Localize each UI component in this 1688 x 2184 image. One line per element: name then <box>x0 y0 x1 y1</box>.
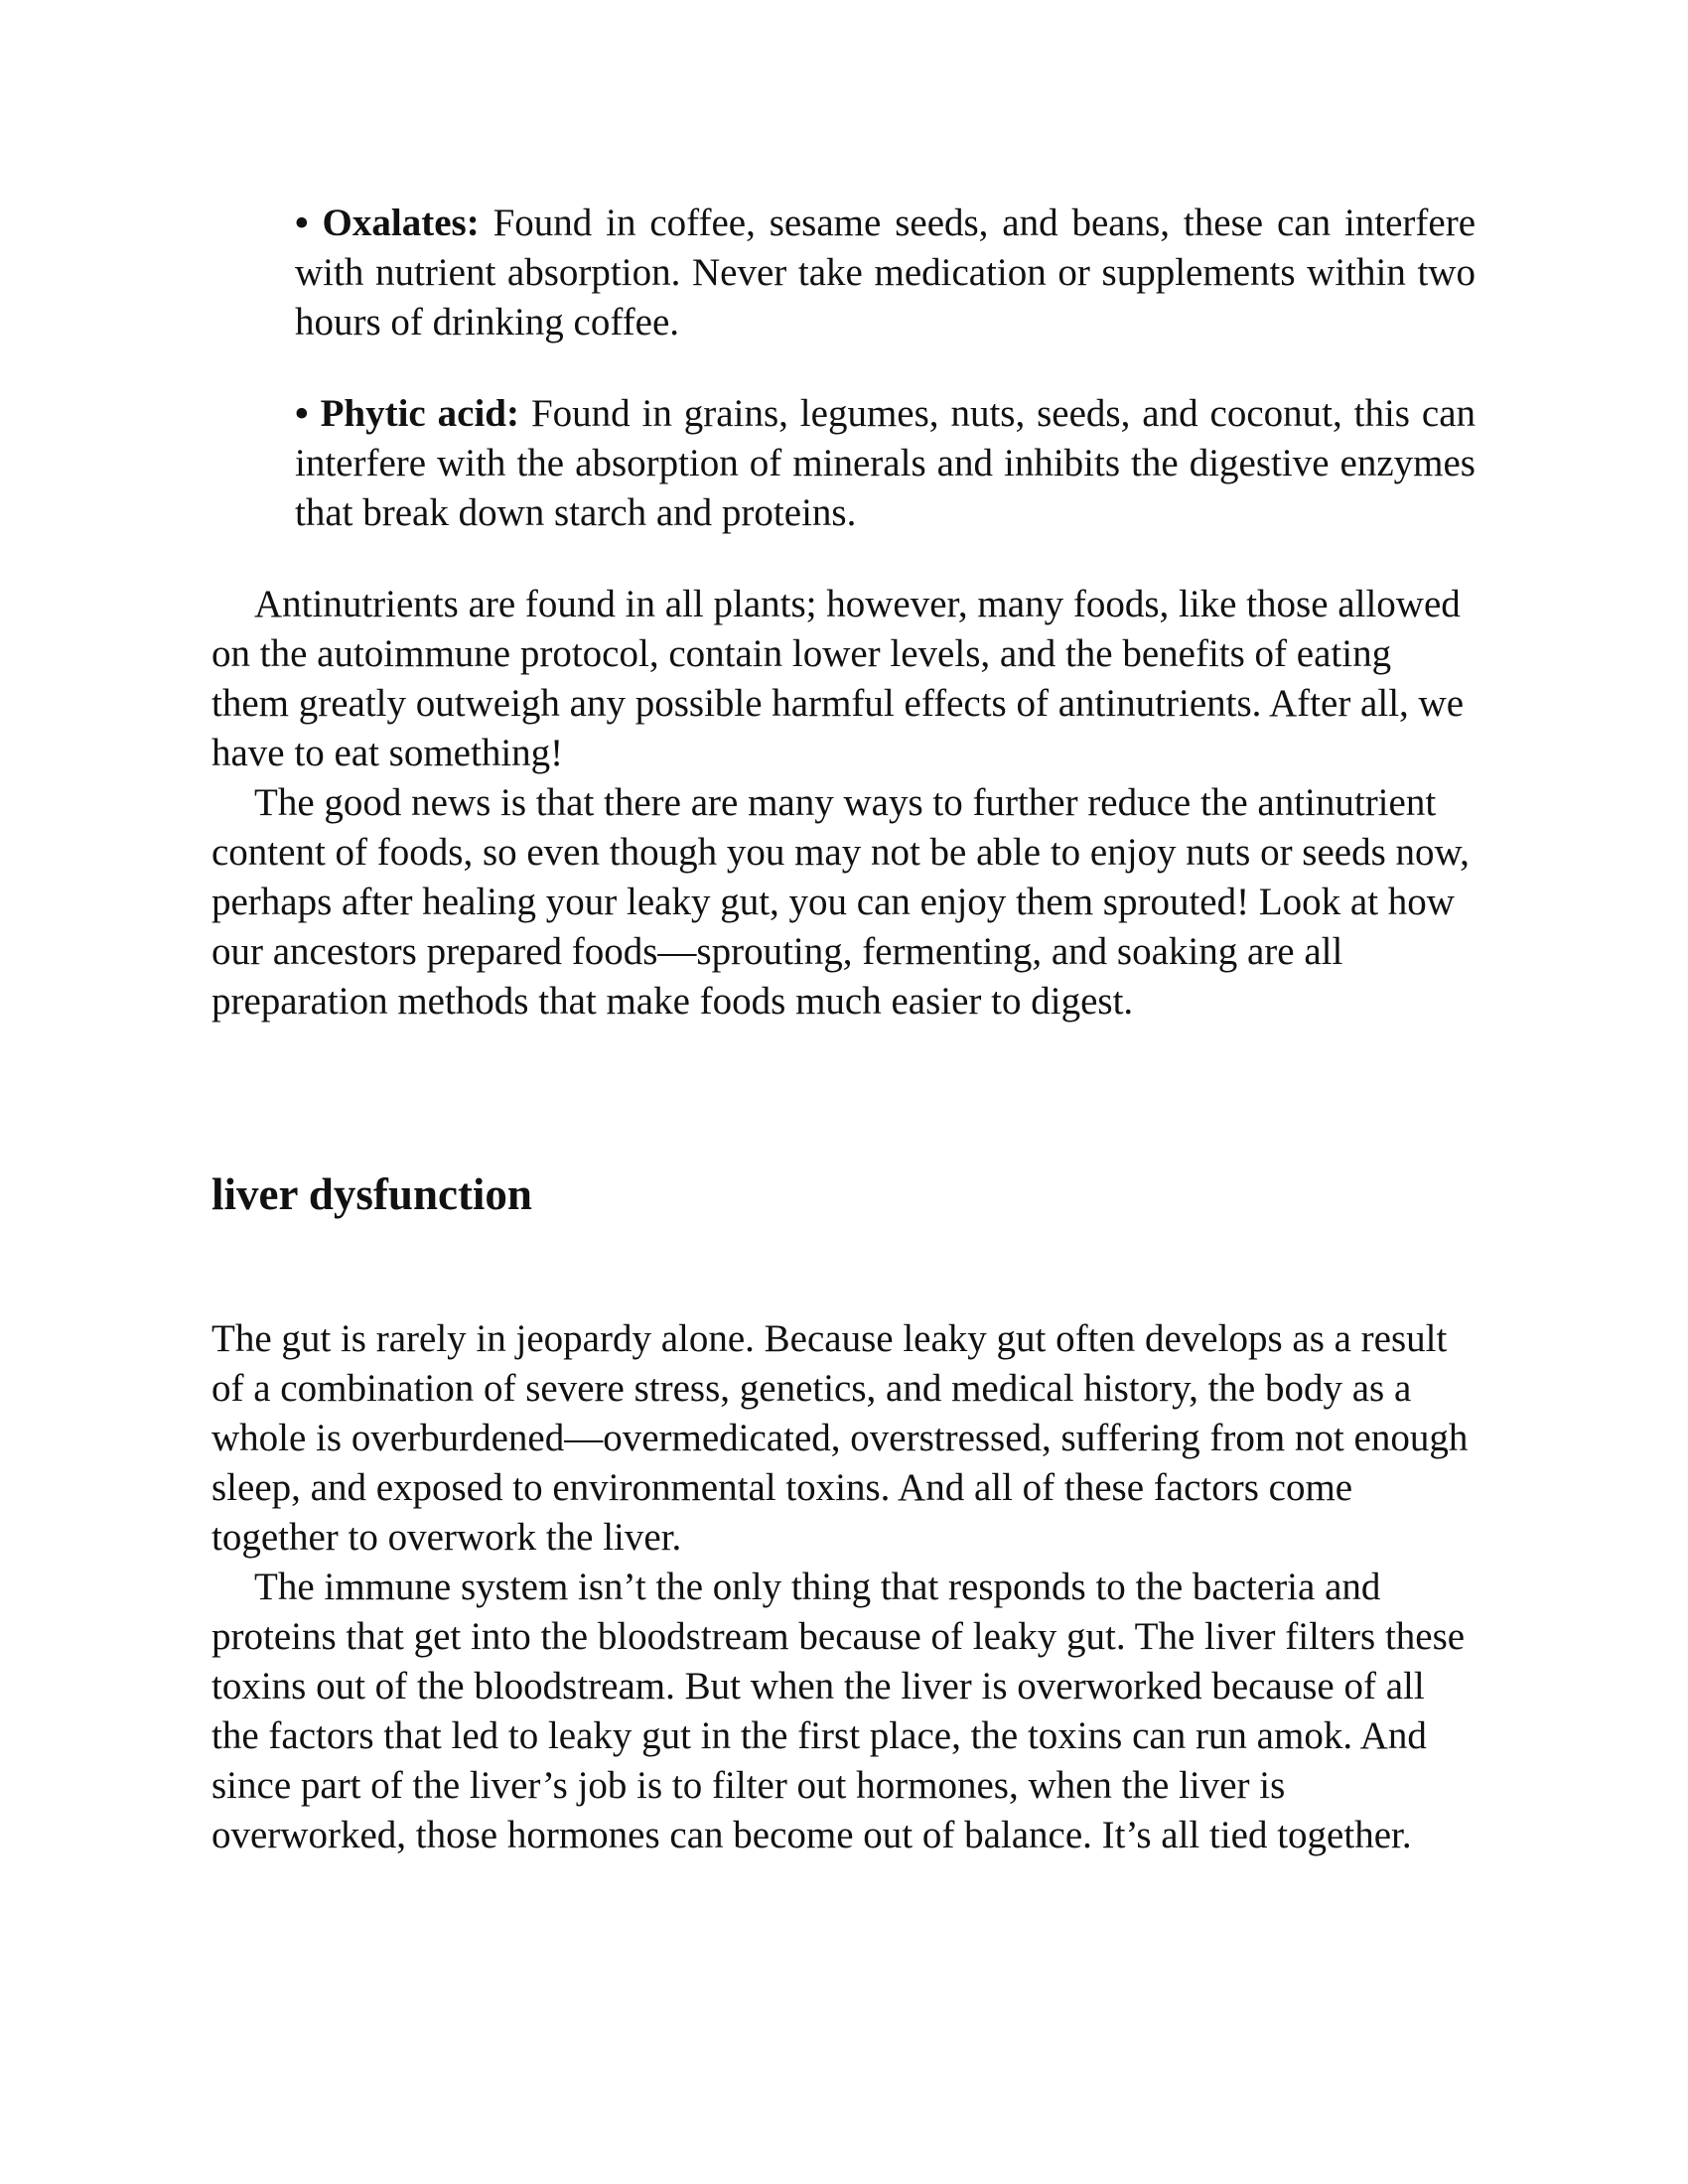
bullet-item-oxalates <box>295 199 1476 347</box>
paragraph: The immune system isn’t the only thing that responds to the bacteria and proteins that get into the bloodstream because of leaky gut. The liver filters these toxins out of the bloodstream. But when the liver is overworked because of all the factors that led to leaky gut in the first place, the toxins can run amok. And since part of the liver’s job is to filter out hormones, when the liver is overworked, those hormones can become out of balance. It’s all tied together. <box>211 1566 1466 1856</box>
bullet-text: Found in grains, legumes, nuts, seeds, and coconut, this can interfere with the absorption of minerals and inhibits the digestive enzymes that break down starch and proteins. <box>295 392 1477 534</box>
antinutrients-section <box>211 580 1477 1026</box>
paragraph: The good news is that there are many ways to further reduce the antinutrient content of foods, so even though you may not be able to enjoy nuts or seeds now, perhaps after healing your leaky gut, you can enjoy them sprouted! Look at how our ancestors prepared foods—sprouting, fermenting, and soaking are all preparation methods that make foods much easier to digest. <box>211 781 1470 1023</box>
paragraph: The gut is rarely in jeopardy alone. Because leaky gut often develops as a result of a combination of severe stress, genetics, and medical history, the body as a whole is overburdened—overmedicated, overstressed, suffering from not enough sleep, and exposed to environmental toxins. And all of these factors come together to overwork the liver. <box>211 1317 1469 1559</box>
bullet-marker: • <box>295 392 309 435</box>
bullet-term: Oxalates: <box>322 202 480 244</box>
bullet-item-phytic-acid <box>295 389 1476 538</box>
paragraph: Antinutrients are found in all plants; however, many foods, like those allowed on the autoimmune protocol, contain lower levels, and the benefits of eating them greatly outweigh any possible harmful effects of antinutrients. After all, we have to eat something! <box>211 583 1465 774</box>
bullet-text: Found in coffee, sesame seeds, and beans, these can interfere with nutrient absorption. Never take medication or supplements within two hours of drinking coffee. <box>295 202 1477 343</box>
section-heading: liver dysfunction <box>211 1169 532 1219</box>
bullet-marker: • <box>295 202 309 244</box>
liver-dysfunction-section <box>211 1314 1477 1860</box>
bullet-term: Phytic acid: <box>320 392 519 435</box>
